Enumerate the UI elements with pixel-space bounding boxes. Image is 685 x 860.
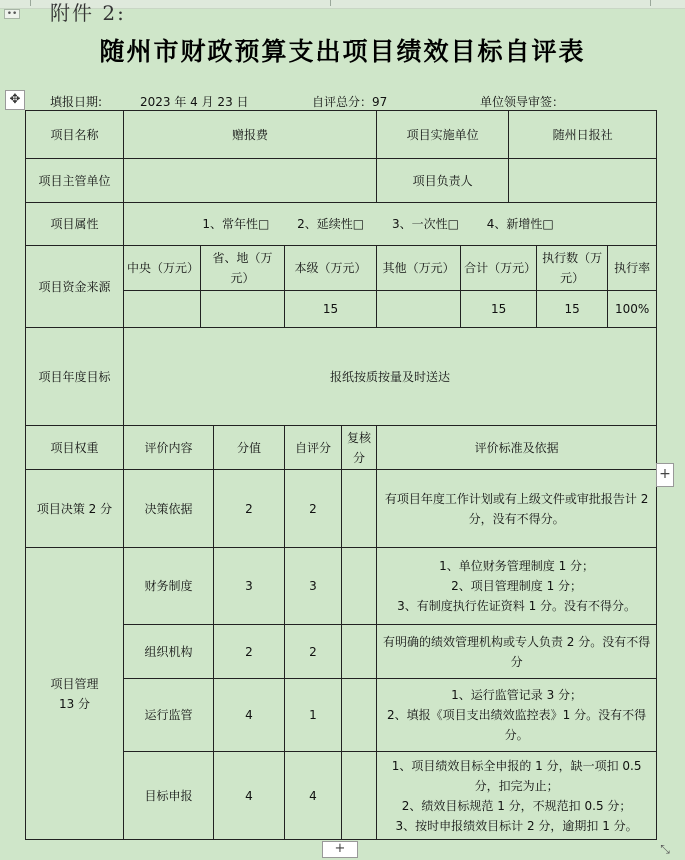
mgmt-criteria-target [377, 752, 657, 840]
criteria-line: 2、绩效目标规范 1 分，不规范扣 0.5 分； [401, 798, 632, 813]
goal-label: 项目年度目标 [26, 328, 124, 426]
mgmt-self-org[interactable]: 2 [285, 625, 342, 679]
attr-label: 项目属性 [26, 203, 124, 246]
document-title: 随州市财政预算支出项目绩效目标自评表 [99, 37, 586, 66]
evaluation-table [25, 110, 657, 840]
mgmt-review-target[interactable] [342, 752, 377, 840]
decision-review[interactable] [342, 470, 377, 548]
self-score: 自评总分：97 [312, 95, 388, 109]
table-row [26, 548, 657, 625]
funds-other[interactable] [377, 291, 461, 328]
mgmt-score-finance: 3 [214, 548, 285, 625]
funds-local[interactable]: 15 [285, 291, 377, 328]
mgmt-self-monitor[interactable]: 1 [285, 679, 342, 752]
criteria-line: 3、有制度执行佐证资料 1 分。没有不得分。 [397, 599, 637, 613]
fill-date-label: 填报日期: [50, 95, 103, 109]
decision-content: 决策依据 [124, 470, 214, 548]
mgmt-criteria-finance [377, 548, 657, 625]
criteria-line: 2、填报《项目支出绩效监控表》1 分。没有不得分。 [387, 708, 647, 742]
owner-label: 项目负责人 [377, 159, 509, 203]
funds-header-central: 中央（万元） [124, 246, 201, 291]
supervisor-value[interactable] [124, 159, 377, 203]
fill-date-value: 2023 年 4 月 23 日 [140, 95, 249, 109]
decision-score: 2 [214, 470, 285, 548]
decision-criteria: 有项目年度工作计划或有上级文件或审批报告计 2 分，没有不得分。 [377, 470, 657, 548]
mgmt-review-org[interactable] [342, 625, 377, 679]
table-row [26, 203, 657, 246]
mgmt-review-finance[interactable] [342, 548, 377, 625]
goal-value[interactable]: 报纸按质按量及时送达 [124, 328, 657, 426]
criteria-line: 1、单位财务管理制度 1 分； [439, 559, 595, 573]
attr-option-new[interactable]: 4、新增性□ [486, 217, 554, 231]
header-self: 自评分 [285, 426, 342, 470]
project-name-value[interactable]: 赠报费 [124, 111, 377, 159]
funds-header-province: 省、地（万元） [201, 246, 285, 291]
mgmt-content-finance: 财务制度 [124, 548, 214, 625]
impl-unit-label: 项目实施单位 [377, 111, 509, 159]
header-weight: 项目权重 [26, 426, 124, 470]
criteria-line: 3、按时申报绩效目标计 2 分，逾期扣 1 分。 [395, 818, 638, 833]
table-row [26, 328, 657, 426]
table-row [26, 111, 657, 159]
more-icon[interactable]: •• [4, 9, 20, 19]
header-content: 评价内容 [124, 426, 214, 470]
mgmt-content-target: 目标申报 [124, 752, 214, 840]
mgmt-review-monitor[interactable] [342, 679, 377, 752]
table-row [26, 159, 657, 203]
mgmt-score-target: 4 [214, 752, 285, 840]
table-row [26, 470, 657, 548]
impl-unit-value[interactable]: 随州日报社 [509, 111, 657, 159]
decision-weight: 项目决策 2 分 [26, 470, 124, 548]
funds-header-executed: 执行数（万元） [537, 246, 608, 291]
attr-option-one-time[interactable]: 3、一次性□ [391, 217, 459, 231]
table-row [26, 426, 657, 470]
owner-value[interactable] [509, 159, 657, 203]
funds-header-rate: 执行率 [608, 246, 657, 291]
criteria-line: 2、项目管理制度 1 分； [451, 579, 583, 593]
move-icon[interactable]: ✥ [5, 90, 25, 110]
mgmt-self-target[interactable]: 4 [285, 752, 342, 840]
ruler-tick [330, 0, 331, 6]
funds-executed[interactable]: 15 [537, 291, 608, 328]
add-row-plus-icon[interactable]: + [322, 841, 358, 858]
resize-icon[interactable]: ⤡ [660, 842, 670, 856]
mgmt-content-org: 组织机构 [124, 625, 214, 679]
mgmt-criteria-org [377, 625, 657, 679]
decision-self[interactable]: 2 [285, 470, 342, 548]
project-name-label: 项目名称 [26, 111, 124, 159]
funds-header-other: 其他（万元） [377, 246, 461, 291]
criteria-line: 有明确的绩效管理机构或专人负责 2 分。没有不得分 [382, 634, 651, 669]
management-weight: 项目管理 13 分 [26, 548, 124, 840]
leader-review: 单位领导审签： [480, 95, 565, 109]
funds-province[interactable] [201, 291, 285, 328]
header-review: 复核分 [342, 426, 377, 470]
attachment-label: 附件 2: [50, 1, 126, 25]
ruler-tick [650, 0, 651, 6]
add-column-plus-icon[interactable]: + [656, 463, 674, 487]
funds-total[interactable]: 15 [461, 291, 537, 328]
attr-option-recurring[interactable]: 1、常年性□ [202, 217, 270, 231]
table-row [26, 246, 657, 291]
attr-option-continued[interactable]: 2、延续性□ [297, 217, 365, 231]
mgmt-score-monitor: 4 [214, 679, 285, 752]
funds-header-local: 本级（万元） [285, 246, 377, 291]
funds-central[interactable] [124, 291, 201, 328]
funds-label: 项目资金来源 [26, 246, 124, 328]
mgmt-score-org: 2 [214, 625, 285, 679]
ruler-tick [30, 0, 31, 6]
header-criteria: 评价标准及依据 [377, 426, 657, 470]
criteria-line: 1、项目绩效目标全申报的 1 分，缺一项扣 0.5 分，扣完为止； [391, 758, 642, 793]
mgmt-self-finance[interactable]: 3 [285, 548, 342, 625]
criteria-line: 1、运行监管记录 3 分； [451, 688, 583, 702]
funds-rate[interactable]: 100% [608, 291, 657, 328]
header-score: 分值 [214, 426, 285, 470]
mgmt-content-monitor: 运行监管 [124, 679, 214, 752]
supervisor-label: 项目主管单位 [26, 159, 124, 203]
funds-header-total: 合计（万元） [461, 246, 537, 291]
mgmt-criteria-monitor [377, 679, 657, 752]
attr-options [124, 203, 657, 246]
